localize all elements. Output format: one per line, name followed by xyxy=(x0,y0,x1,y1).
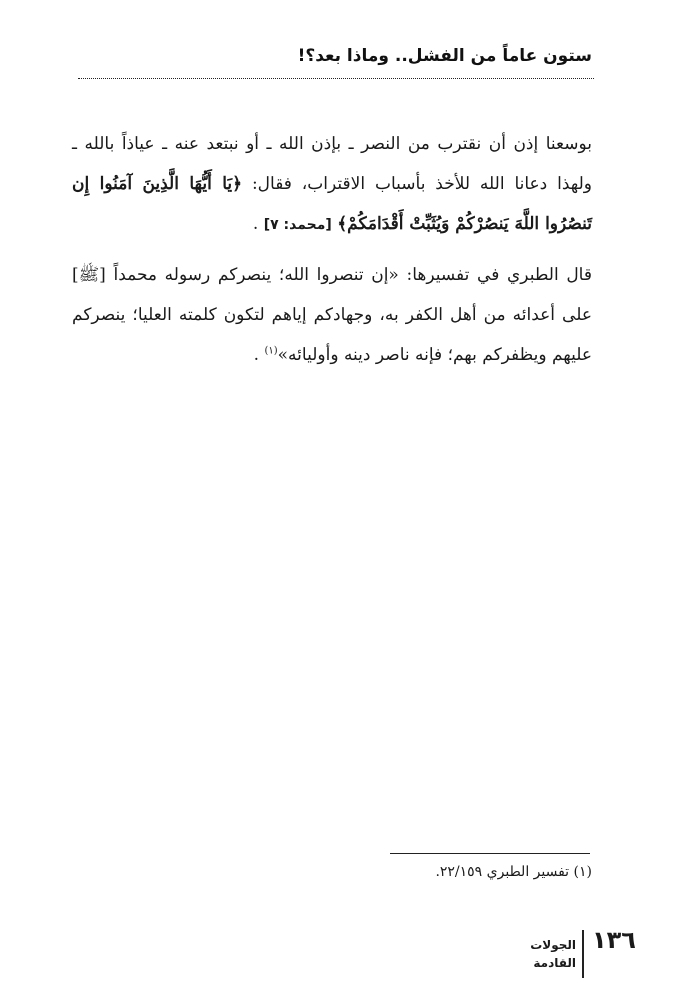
series-name xyxy=(518,936,576,972)
running-title: ستون عاماً من الفشل.. وماذا بعد؟! xyxy=(297,46,592,66)
paragraph-1 xyxy=(72,124,592,245)
paragraph-2-end: . xyxy=(253,345,260,365)
paragraph-2 xyxy=(72,255,592,375)
verse-reference: [محمد: ٧] xyxy=(263,217,332,233)
paragraph-1-text: بوسعنا إذن أن نقترب من النصر ـ بإذن الله ـ أو نبتعد عنه ـ عياذاً بالله ـ ولهذا دعانا الله للأخذ بأسباب الاقتراب، فقال: xyxy=(72,134,592,194)
paragraph-2-text: قال الطبري في تفسيرها: «إن تنصروا الله؛ ينصركم رسوله محمداً [ﷺ] على أعدائه من أهل الكفر به، وجهادكم إياهم لتكون كلمته العليا؛ ينصركم عليهم ويظفركم بهم؛ فإنه ناصر دينه وأوليائه» xyxy=(72,265,592,365)
page-number: ١٣٦ xyxy=(592,926,636,954)
folio xyxy=(510,926,636,982)
paragraph-1-end: . xyxy=(252,214,259,234)
footnote-rule xyxy=(390,853,590,854)
folio-divider xyxy=(582,930,584,978)
series-name-line-2: القادمة xyxy=(533,956,576,970)
header-dotted-rule xyxy=(78,78,594,79)
footnote: (١) تفسير الطبري ٢٢/١٥٩. xyxy=(435,864,592,880)
quran-verse: ﴿يَا أَيُّهَا الَّذِينَ آمَنُوا إِن تَنصُرُوا اللَّهَ يَنصُرْكُمْ وَيُثَبِّتْ أَقْدَامَكُمْ﴾ xyxy=(72,174,592,234)
footnote-marker: (١) xyxy=(264,345,278,357)
main-text xyxy=(72,124,592,375)
series-name-line-1: الجولات xyxy=(530,938,576,952)
